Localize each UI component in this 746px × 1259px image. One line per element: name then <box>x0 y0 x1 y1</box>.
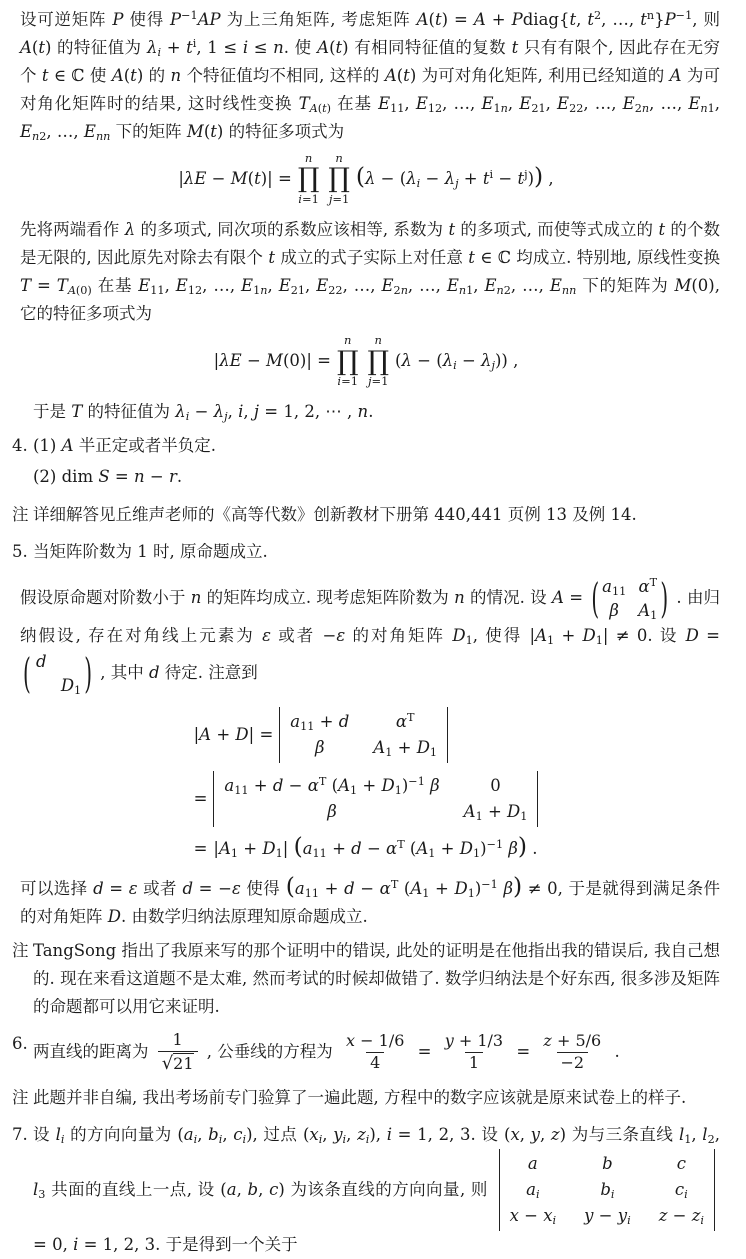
item-6 <box>12 1030 720 1075</box>
det-cell: $\alpha^T$ <box>395 710 415 732</box>
fraction-denominator: 1 <box>465 1052 483 1074</box>
paragraph-eigenvalue-conclusion: 于是 T 的特征值为 $\lambda_i - \lambda_j$, i, j = 1, 2, ⋯ , n. <box>33 402 374 424</box>
derivation-line-1 <box>194 703 539 767</box>
derivation-lhs: |A + D| = <box>193 724 274 744</box>
note-reference-textbook <box>12 501 720 529</box>
formula-char-poly-Mt <box>12 152 720 206</box>
item-4-part-1: (1) A 半正定或者半负定. <box>33 436 217 456</box>
det-cell: c <box>676 1154 686 1174</box>
note-exam-check <box>12 1084 720 1112</box>
item-number: 6. <box>12 1033 28 1053</box>
left-paren-icon: ( <box>23 648 31 699</box>
matrix-cell: $D_1$ <box>60 675 82 698</box>
matrix-D-cells <box>32 650 83 697</box>
derivation-lhs: = <box>193 838 208 858</box>
matrix-A-block <box>590 575 669 622</box>
formula-rhs: $(\lambda - (\lambda_i - \lambda_j + t^i - t^j))$ , <box>355 162 554 191</box>
matrix-cell: $a_{11}$ <box>602 576 627 598</box>
item-4-part-2: (2) dim S = n − r. <box>33 467 183 487</box>
determinant-2x2 <box>213 771 538 827</box>
item-6-body <box>33 1030 720 1075</box>
product-symbol-icon: ∏ <box>297 163 320 195</box>
matrix-A-cells <box>600 575 659 622</box>
fraction-z <box>539 1031 605 1074</box>
product-upper-limit: n <box>304 151 313 166</box>
product-upper-limit: n <box>335 151 343 166</box>
det-cell: β <box>327 801 337 821</box>
matrix-cell: $\alpha^T$ <box>638 575 658 596</box>
det-cell: $a_{11} + d - \alpha^T$ $(A_1 + D_1)^{-1}$ β <box>224 774 440 797</box>
derivation-lhs: = <box>193 788 208 808</box>
derivation-rhs <box>279 703 448 767</box>
det-cell: b <box>602 1154 613 1174</box>
item-7-body <box>33 1121 720 1259</box>
item-7-text-a: 设 $l_i$ 的方向向量为 ($a_i$, $b_i$, $c_i$), 过点 ($x_i$, $y_i$, $z_i$), i = 1, 2, 3. 设 (x, y, z) 为与三条直线 $l_1$, $l_2$, $l_3$ 共面的直线上一点, 设 (a, b, c) 为该条直线的方向向量, 则 <box>33 1125 720 1201</box>
note-tangsong <box>12 937 720 1021</box>
equals-sign: = <box>417 1042 432 1062</box>
product-symbol-icon: ∏ <box>328 163 350 195</box>
formula-lhs: |λE − M(t)| = <box>178 169 292 189</box>
item-7 <box>12 1121 720 1259</box>
matrix-cell: β <box>609 600 619 620</box>
fraction-numerator: x − 1/6 <box>346 1031 405 1051</box>
product-lower-limit: i=1 <box>337 374 359 389</box>
product-symbol-icon: ∏ <box>367 345 389 377</box>
derivation-line-2 <box>194 767 539 831</box>
determinant-2x2 <box>279 707 448 763</box>
fraction-y <box>441 1031 507 1074</box>
left-paren-icon: ( <box>591 573 600 623</box>
induction-text-c: , 其中 d 待定. 注意到 <box>100 662 258 682</box>
product-operator-j-icon <box>328 152 350 206</box>
equals-sign: = <box>516 1042 531 1062</box>
det-cell: a <box>527 1154 538 1174</box>
solution-paragraph-polynomial-identity: 先将两端看作 λ 的多项式, 同次项的系数应该相等, 系数为 t 的多项式, 而使等式成立的 t 的个数是无限的, 因此原先对除去有限个 t 成立的式子实际上对任意 t ∈ ℂ 均成立. 特别地, 原线性变换 $T = T_{A(0)}$ 在基 $E_{11}$, $E_{12}$, …, $E_{1n}$, $E_{21}$, $E_{22}$, …, $E_{2n}$, …, $E_{n1}$, $E_{n2}$, …, $E_{nn}$ 下的矩阵为 M(0), 它的特征多项式为 <box>20 220 721 324</box>
fraction-numerator: z + 5/6 <box>543 1031 602 1051</box>
formula-lhs: |λE − M(0)| = <box>213 351 331 371</box>
induction-text-a: 假设原命题对阶数小于 n 的矩阵均成立. 现考虑矩阵阶数为 n 的情况. 设 A = <box>20 587 589 607</box>
item-6-text-b: , 公垂线的方程为 <box>206 1042 333 1062</box>
det-cell: $c_i$ <box>674 1180 688 1202</box>
note-text: TangSong 指出了我原来写的那个证明中的错误, 此处的证明是在他指出我的错误后, 我自己想的. 现在来看这道题不是太难, 然而考试的时候却做错了. 数学归纳法是个好东西, 很多涉及矩阵的命题都可以用它来证明. <box>33 940 720 1016</box>
solution-paragraph-diagonalizable: 设可逆矩阵 P 使得 $P^{-1}AP$ 为上三角矩阵, 考虑矩阵 A(t) = A + Pdiag{t, $t^2$, …, $t^n\}P^{-1}$, 则 A(t) 的特征值为 $\lambda_i + t^i$, 1 ≤ i ≤ n. 使 A(t) 有相同特征值的复数 t 只有有限个, 因此存在无穷个 t ∈ ℂ 使 A(t) 的 n 个特征值均不相同, 这样的 A(t) 为可对角化矩阵, 利用已经知道的 A 为可对角化矩阵时的结果, 这时线性变换 $T_{A(t)}$ 在基 $E_{11}$, $E_{12}$, …, $E_{1n}$, $E_{21}$, $E_{22}$, …, $E_{2n}$, …, $E_{n1}$, $E_{n2}$, …, $E_{nn}$ 下的矩阵 M(t) 的特征多项式为 <box>20 8 721 144</box>
formula-rhs: $(\lambda - (\lambda_i - \lambda_j))$ , <box>394 351 519 373</box>
product-lower-limit: i=1 <box>298 191 319 206</box>
det-cell: $y - y_i$ <box>584 1206 631 1228</box>
item-5-intro: 当矩阵阶数为 1 时, 原命题成立. <box>33 541 268 561</box>
item-6-text-a: 两直线的距离为 <box>33 1042 149 1062</box>
right-paren-icon: ) <box>84 648 92 699</box>
matrix-cell <box>61 650 81 673</box>
det-cell: 0 <box>490 775 501 795</box>
matrix-cell: d <box>36 651 47 671</box>
det-cell: $A_1 + D_1$ <box>373 737 438 760</box>
note-label: 注 <box>12 940 29 960</box>
fraction-denominator: −2 <box>557 1052 589 1074</box>
product-operator-i-icon <box>298 152 320 206</box>
determinant-derivation <box>194 703 539 867</box>
product-lower-limit: j=1 <box>328 191 350 206</box>
det-cell: $A_1 + D_1$ <box>463 801 528 823</box>
derivation-rhs <box>213 767 538 831</box>
item-4 <box>12 432 720 491</box>
note-label: 注 <box>12 1088 29 1108</box>
right-paren-icon: ) <box>660 573 669 623</box>
fraction-numerator: 1 <box>172 1029 183 1049</box>
item-body <box>33 432 720 491</box>
item-6-text-c: . <box>614 1042 620 1062</box>
item-5-induction-paragraph <box>20 575 720 697</box>
det-cell: $a_i$ <box>526 1180 540 1202</box>
derivation-rhs: $|A_1 + D_1|$ ($a_{11} + d - \alpha^T$ $(A_1 + D_1)^{-1}$ β) . <box>213 831 538 860</box>
determinant-3x3 <box>499 1149 715 1231</box>
matrix-cell <box>34 674 49 697</box>
item-number: 7. <box>12 1125 28 1145</box>
note-label: 注 <box>12 504 29 524</box>
item-5 <box>12 538 720 566</box>
fraction-denominator: 4 <box>366 1052 384 1074</box>
sqrt-radicand: 21 <box>173 1053 194 1073</box>
product-upper-limit: n <box>374 333 382 348</box>
det-cell: $a_{11} + d$ <box>290 712 350 734</box>
product-symbol-icon: ∏ <box>336 345 359 377</box>
fraction-distance <box>158 1030 198 1075</box>
item-number: 5. <box>12 541 28 561</box>
product-operator-j-icon <box>367 334 389 388</box>
derivation-line-3 <box>194 831 539 867</box>
product-lower-limit: j=1 <box>367 374 389 389</box>
note-text: 此题并非自编, 我出考场前专门验算了一遍此题, 方程中的数字应该就是原来试卷上的样子. <box>33 1088 687 1108</box>
fraction-numerator: y + 1/3 <box>444 1031 504 1051</box>
formula-char-poly-M0 <box>12 334 720 388</box>
product-operator-i-icon <box>337 334 359 388</box>
sqrt-icon: √ <box>161 1052 174 1074</box>
fraction-denominator <box>158 1051 198 1075</box>
induction-text-b: . 由归纳假设, 存在对角线上元素为 ε 或者 −ε 的对角矩阵 $D_1$, 使得 $|A_1 + D_1| \ne 0$. 设 D = <box>20 587 720 647</box>
item-7-text-b: = 0, i = 1, 2, 3. 于是得到一个关于 <box>33 1234 298 1254</box>
det-cell: $x - x_i$ <box>509 1206 557 1228</box>
fraction-x <box>342 1031 408 1074</box>
det-cell: $z - z_i$ <box>658 1206 705 1228</box>
item-number: 4. <box>12 436 28 456</box>
product-upper-limit: n <box>344 333 352 348</box>
item-5-conclusion-paragraph: 可以选择 d = ε 或者 d = −ε 使得 ($a_{11} + d - \alpha^T$ $(A_1 + D_1)^{-1}$ β) ≠ 0, 于是就得到满足条件的对角矩阵 D. 由数学归纳法原理知原命题成立. <box>20 871 720 926</box>
det-cell: $b_i$ <box>600 1180 615 1202</box>
note-text: 详细解答见丘维声老师的《高等代数》创新教材下册第 440,441 页例 13 及例 14. <box>33 504 637 524</box>
det-cell: β <box>315 737 325 757</box>
matrix-cell: $A_1$ <box>638 600 658 622</box>
matrix-D-block <box>22 650 93 697</box>
